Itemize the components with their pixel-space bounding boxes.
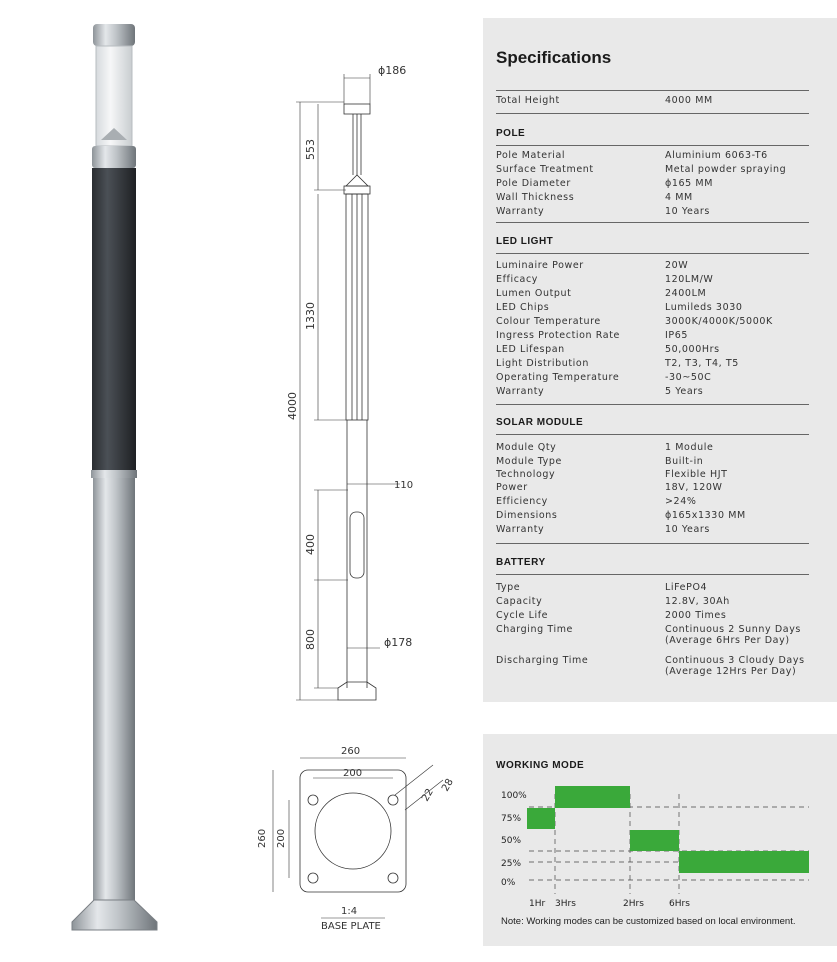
- dim-top-segment: 553: [304, 139, 317, 160]
- spec-value: 120LM/W: [665, 274, 714, 285]
- y-label-25: 25%: [501, 859, 522, 869]
- y-label-100: 100%: [501, 791, 527, 801]
- spec-value: 20W: [665, 260, 689, 271]
- base-hole-outer-dim: 28: [440, 776, 456, 794]
- dim-bottom-segment: 800: [304, 629, 317, 650]
- spec-label: Operating Temperature: [496, 372, 620, 383]
- working-mode-bar-2: [555, 786, 630, 808]
- spec-label: Pole Diameter: [496, 178, 571, 189]
- base-inner-top: 200: [343, 768, 363, 779]
- working-mode-bar-4: [679, 851, 809, 873]
- spec-value: 4 MM: [665, 192, 693, 203]
- spec-label: Wall Thickness: [496, 192, 575, 203]
- divider: [496, 404, 809, 405]
- spec-label: Type: [496, 582, 521, 593]
- spec-label: Power: [496, 482, 528, 493]
- spec-label: Technology: [496, 469, 556, 480]
- pole-base-plate: [72, 900, 157, 930]
- spec-value: 50,000Hrs: [665, 344, 720, 355]
- spec-value: Continuous 3 Cloudy Days (Average 12Hrs Per Day): [665, 655, 805, 677]
- spec-value: T2, T3, T4, T5: [665, 358, 739, 369]
- x-label-1hr: 1Hr: [529, 899, 546, 909]
- spec-label: Efficiency: [496, 496, 548, 507]
- y-label-50: 50%: [501, 836, 522, 846]
- spec-label: Dimensions: [496, 510, 558, 521]
- spec-label: Warranty: [496, 206, 545, 217]
- spec-value: IP65: [665, 330, 689, 341]
- spec-label: Light Distribution: [496, 358, 589, 369]
- spec-label: Warranty: [496, 386, 545, 397]
- spec-label: Module Qty: [496, 442, 557, 453]
- spec-label: Surface Treatment: [496, 164, 594, 175]
- divider: [496, 253, 809, 254]
- divider: [496, 574, 809, 575]
- spec-label: Discharging Time: [496, 655, 589, 666]
- base-outer-top: 260: [341, 746, 361, 757]
- spec-label: Luminaire Power: [496, 260, 584, 271]
- dim-door-segment: 400: [304, 534, 317, 555]
- divider: [496, 543, 809, 544]
- divider: [496, 222, 809, 223]
- pole-solar-ring: [91, 470, 137, 478]
- spec-value: -30~50C: [665, 372, 712, 383]
- spec-value: Continuous 2 Sunny Days (Average 6Hrs Per Day): [665, 624, 801, 646]
- working-mode-chart: [483, 734, 837, 914]
- base-hole-dim: 22: [420, 786, 436, 804]
- working-mode-title: WORKING MODE: [496, 760, 585, 771]
- base-plate-drawing: [255, 740, 480, 940]
- spec-value: Flexible HJT: [665, 469, 728, 480]
- section-title-pole: POLE: [496, 128, 526, 139]
- pole-lower-tube: [93, 478, 135, 908]
- divider: [496, 434, 809, 435]
- spec-label: Capacity: [496, 596, 543, 607]
- pole-technical-drawing: [260, 0, 480, 740]
- dim-solar-segment: 1330: [304, 302, 317, 330]
- spec-value: 10 Years: [665, 524, 710, 535]
- base-inner-side: 200: [276, 828, 287, 848]
- total-height-label: Total Height: [496, 95, 560, 106]
- spec-label: Lumen Output: [496, 288, 572, 299]
- base-scale: 1:4: [341, 906, 358, 917]
- base-outer-side: 260: [257, 828, 268, 848]
- spec-label: Charging Time: [496, 624, 574, 635]
- divider: [496, 90, 809, 91]
- spec-value: 5 Years: [665, 386, 704, 397]
- pole-collar: [92, 146, 136, 168]
- spec-label: Colour Temperature: [496, 316, 601, 327]
- spec-value: Lumileds 3030: [665, 302, 743, 313]
- spec-label: LED Chips: [496, 302, 550, 313]
- spec-label: Module Type: [496, 456, 562, 467]
- spec-label: LED Lifespan: [496, 344, 565, 355]
- spec-value: 1 Module: [665, 442, 714, 453]
- dim-top-diameter: ϕ186: [378, 64, 407, 77]
- spec-value: Aluminium 6063-T6: [665, 150, 768, 161]
- spec-label: Efficacy: [496, 274, 539, 285]
- spec-title: Specifications: [496, 48, 612, 67]
- section-title-battery: BATTERY: [496, 557, 546, 568]
- spec-value: 10 Years: [665, 206, 710, 217]
- dim-door-offset: 110: [394, 480, 414, 491]
- working-mode-note: Note: Working modes can be customized based on local environment.: [501, 916, 796, 927]
- x-label-6hrs: 6Hrs: [669, 899, 690, 909]
- dim-total-height: 4000: [286, 392, 299, 420]
- y-label-0: 0%: [501, 878, 516, 888]
- spec-label: Ingress Protection Rate: [496, 330, 620, 341]
- total-height-value: 4000 MM: [665, 95, 713, 106]
- working-mode-panel: [483, 734, 837, 946]
- spec-value: ϕ165 MM: [665, 178, 714, 189]
- working-mode-bar-1: [527, 808, 555, 829]
- spec-value: Built-in: [665, 456, 704, 467]
- specifications-panel: [483, 18, 837, 702]
- section-title-solar: SOLAR MODULE: [496, 417, 584, 428]
- spec-label: Pole Material: [496, 150, 566, 161]
- spec-label: Warranty: [496, 524, 545, 535]
- spec-value: 12.8V, 30Ah: [665, 596, 730, 607]
- x-label-2hrs: 2Hrs: [623, 899, 644, 909]
- spec-value: ϕ165x1330 MM: [665, 510, 746, 521]
- spec-label: Cycle Life: [496, 610, 549, 621]
- divider: [496, 113, 809, 114]
- spec-value: LiFePO4: [665, 582, 708, 593]
- divider: [496, 145, 809, 146]
- spec-value: 2400LM: [665, 288, 707, 299]
- x-label-3hrs: 3Hrs: [555, 899, 576, 909]
- dim-bottom-diameter: ϕ178: [384, 636, 413, 649]
- section-title-led: LED LIGHT: [496, 236, 554, 247]
- working-mode-bar-3: [630, 830, 679, 851]
- pole-solar-section: [92, 168, 136, 474]
- spec-value: 3000K/4000K/5000K: [665, 316, 773, 327]
- base-caption: BASE PLATE: [321, 921, 381, 932]
- spec-value: Metal powder spraying: [665, 164, 787, 175]
- spec-value: >24%: [665, 496, 697, 507]
- spec-value: 2000 Times: [665, 610, 727, 621]
- y-label-75: 75%: [501, 814, 522, 824]
- spec-value: 18V, 120W: [665, 482, 723, 493]
- pole-top-cap: [93, 24, 135, 46]
